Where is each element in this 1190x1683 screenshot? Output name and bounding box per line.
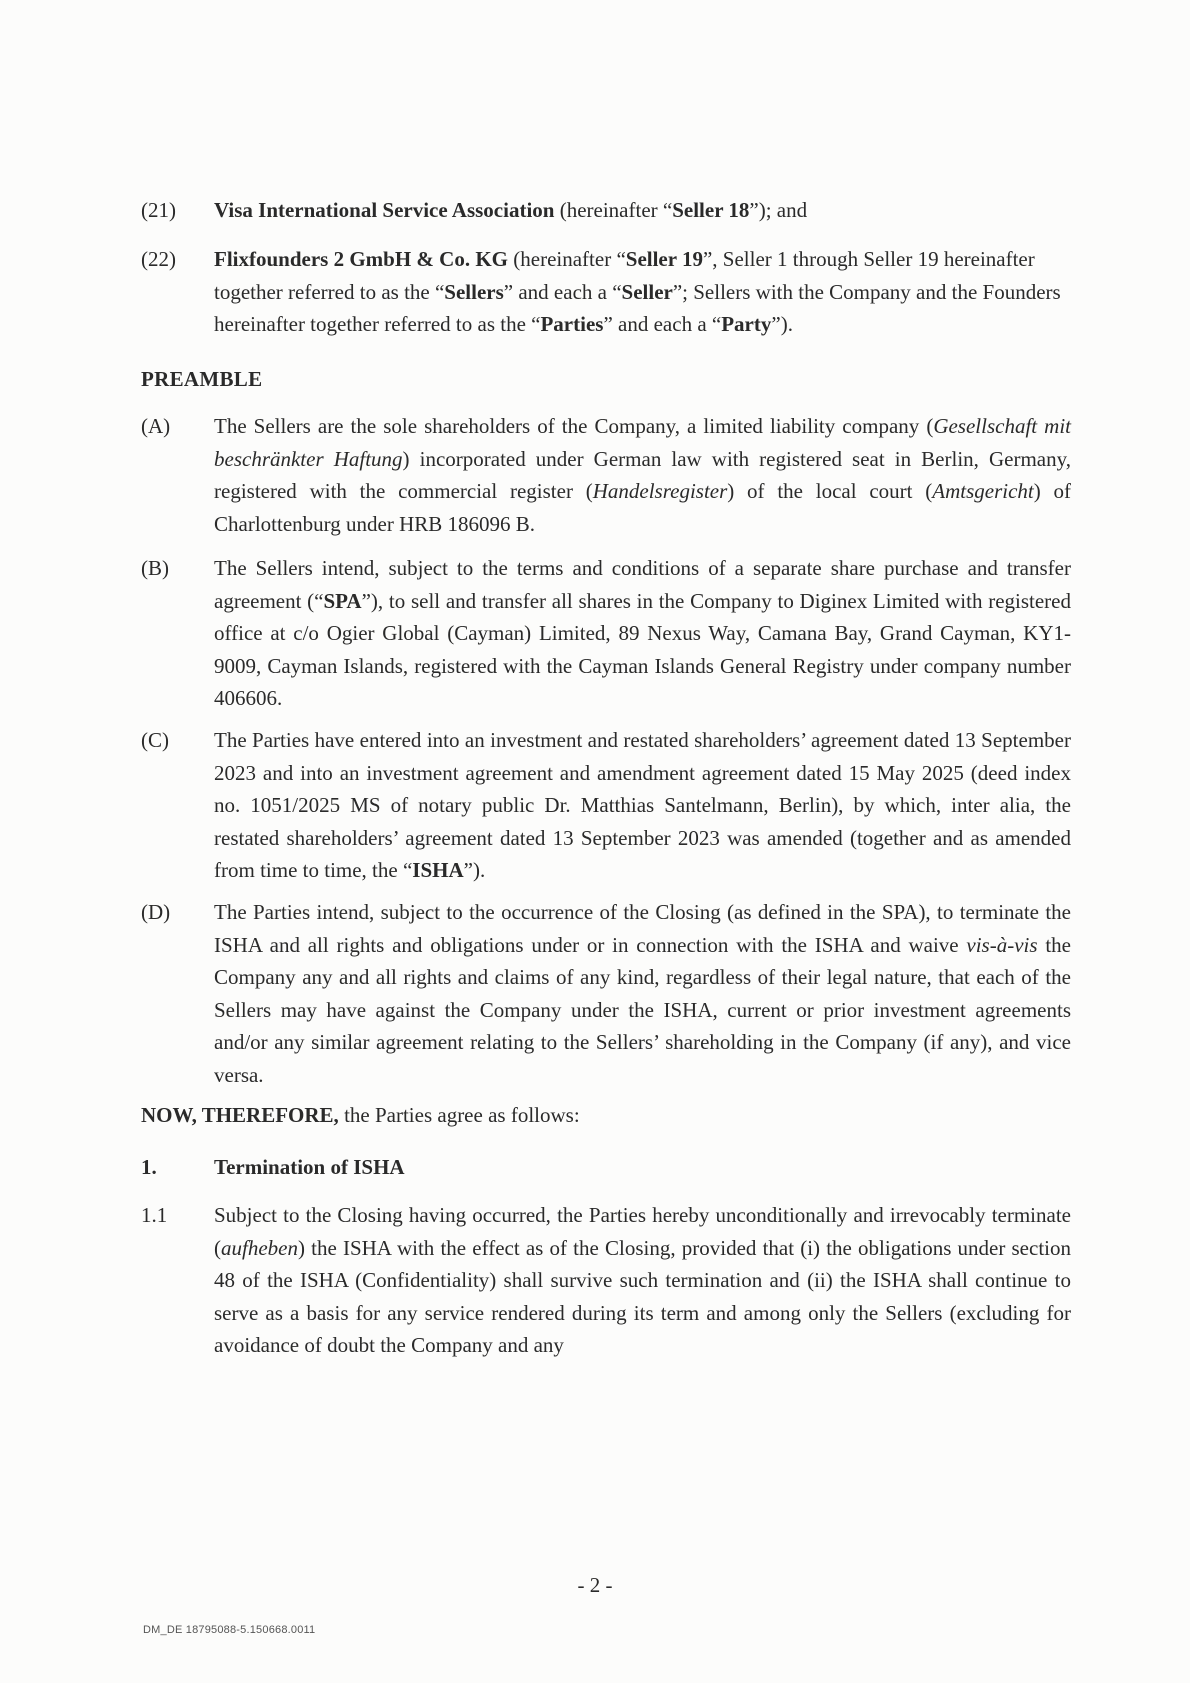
text-run: ) of the local court ( <box>727 479 933 503</box>
text-run: The Parties have entered into an investment and restated shareholders’ agreement dated 13 September 2023 and into an investment agreement and amendment agreement dated 15 May 2025 (deed index no. 1051/2025 MS of notary public Dr. Matthias Santelmann, Berlin), by which, inter alia, the restated shareholders’ agreement dated 13 September 2023 was amended (together and as amended from time to time, the “ <box>214 728 1071 882</box>
item-label: (B) <box>141 556 169 580</box>
text-run: ) the ISHA with the effect as of the Closing, provided that (i) the obligations under section 48 of the ISHA (Confidentiality) shall survive such termination and (ii) the ISHA shall continue to serve as a basis for any service rendered during its term and among only the Sellers (excluding for avoidance of doubt the Company and any <box>214 1235 1071 1357</box>
preamble-heading: PREAMBLE <box>141 367 263 391</box>
item-label: (A) <box>141 414 171 438</box>
party-21 <box>141 194 1071 227</box>
defined-term: SPA <box>323 588 362 613</box>
text-run: ) of Charlottenburg under HRB 186096 B. <box>214 479 1071 536</box>
text-run: The Sellers are the sole shareholders of the Company, a limited liability company ( <box>214 414 934 438</box>
party-text <box>214 243 1071 341</box>
party-number: (21) <box>141 198 176 222</box>
party-text <box>214 194 1071 227</box>
preamble-item-c <box>141 724 1071 887</box>
preamble-item-d <box>141 896 1071 1091</box>
preamble-item-b <box>141 552 1071 715</box>
item-label: (C) <box>141 728 169 752</box>
text-run: ”); and <box>749 198 808 222</box>
party-name: Flixfounders 2 GmbH & Co. KG <box>214 247 509 271</box>
item-text <box>214 896 1071 1091</box>
text-run: ”; Sellers with the Company and the Founders hereinafter together referred to as the “ <box>214 279 1061 336</box>
item-text <box>214 410 1071 540</box>
italic-term: vis-à-vis <box>966 932 1038 957</box>
text-run: (hereinafter “ <box>554 198 673 222</box>
defined-term: ISHA <box>412 858 464 882</box>
defined-term: Seller 19 <box>625 247 703 271</box>
defined-term: Parties <box>540 312 604 336</box>
document-reference: DM_DE 18795088-5.150668.0011 <box>143 1624 316 1636</box>
text-run: ”). <box>771 312 793 336</box>
text-run: ”), to sell and transfer all shares in the Company to Diginex Limited with registered office at c/o Ogier Global (Cayman) Limited, 89 Nexus Way, Camana Bay, Grand Cayman, KY1-9009, Cayman Islands, registered with the Cayman Islands General Registry under company number 406606. <box>214 588 1071 710</box>
defined-term: Seller <box>621 279 673 304</box>
text-run: ”, Seller 1 through Seller 19 hereinafter together referred to as the “ <box>214 247 1035 304</box>
lead-bold: NOW, THEREFORE, <box>141 1103 339 1127</box>
text-run: the Company any and all rights and claims of any kind, regardless of their legal nature, that each of the Sellers may have against the Company under the ISHA, current or prior investment agreements and/or any similar agreement relating to the Sellers’ shareholding in the Company (if any), and vice versa. <box>214 932 1071 1087</box>
party-name: Visa International Service Association <box>214 198 555 222</box>
italic-term: Amtsgericht <box>932 479 1034 503</box>
defined-term: Sellers <box>444 279 504 304</box>
defined-term: Party <box>721 312 772 336</box>
text-run: The Parties intend, subject to the occurrence of the Closing (as defined in the SPA), to terminate the ISHA and all rights and obligations under or in connection with the ISHA and waive <box>214 900 1071 957</box>
text-run: ” and each a “ <box>503 279 622 304</box>
text-run: The Sellers intend, subject to the terms and conditions of a separate share purchase and transfer agreement (“ <box>214 556 1071 613</box>
party-22 <box>141 243 1071 341</box>
text-run: ”). <box>463 858 486 882</box>
item-text <box>214 552 1071 715</box>
lead-text: the Parties agree as follows: <box>338 1103 580 1127</box>
party-number: (22) <box>141 247 176 271</box>
defined-term: Seller 18 <box>672 198 750 222</box>
text-run: (hereinafter “ <box>508 247 626 271</box>
clause-number: 1.1 <box>141 1203 168 1227</box>
preamble-item-a <box>141 410 1071 540</box>
page-number: - 2 - <box>577 1573 613 1597</box>
section-title: Termination of ISHA <box>214 1155 405 1179</box>
section-number: 1. <box>141 1155 157 1179</box>
clause-1-1 <box>141 1199 1071 1362</box>
italic-term: Gesellschaft mit beschränkter Haftung <box>214 414 1071 471</box>
text-run: Subject to the Closing having occurred, the Parties hereby unconditionally and irrevocably terminate ( <box>214 1203 1071 1260</box>
item-text <box>214 724 1071 887</box>
italic-term: aufheben <box>221 1235 298 1260</box>
item-label: (D) <box>141 900 171 924</box>
italic-term: Handelsregister <box>592 479 728 503</box>
operative-lead-in <box>141 1099 580 1131</box>
clause-text <box>214 1199 1071 1362</box>
text-run: ” and each a “ <box>603 312 722 336</box>
text-run: ) incorporated under German law with registered seat in Berlin, Germany, registered with the commercial register ( <box>214 446 1071 503</box>
